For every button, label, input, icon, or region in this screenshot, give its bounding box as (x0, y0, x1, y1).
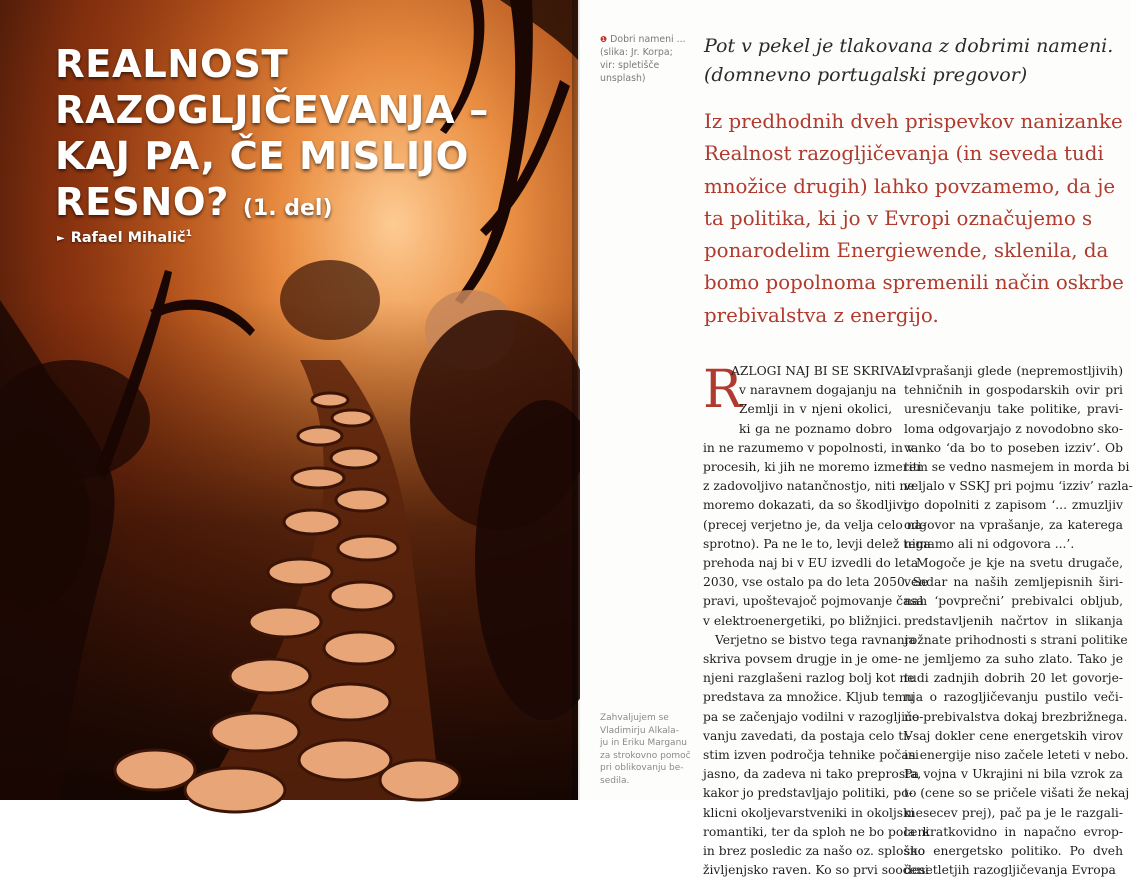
caption-line: Dobri nameni ... (610, 34, 686, 45)
body-text-line: Pa vojna v Ukrajini ni bila vzrok za (904, 767, 1123, 782)
body-text-line: kakor jo predstavljajo politiki, po- (703, 786, 913, 801)
body-text-line: Zemlji in v njeni okolici, (739, 402, 892, 417)
body-text-line: 2030, vse ostalo pa do leta 2050. Se (703, 575, 929, 590)
body-text-line: predstavljenih načrtov in slikanja (904, 613, 1123, 628)
title-line-3: KAJ PA, ČE MISLIJO (55, 134, 469, 179)
title-part: (1. del) (242, 196, 333, 221)
body-text-line: stim izven področja tehnike počasi (703, 748, 919, 763)
body-text-line: tem se vedno nasmejem in morda bi (904, 460, 1130, 475)
author-byline (57, 229, 192, 246)
body-text-line: no prebivalstva dokaj brezbrižnega. (904, 709, 1128, 724)
body-text-line: uresničevanju take politike, pravi- (904, 402, 1123, 417)
body-text-line: sprotno). Pa ne le to, levji delež tega (703, 536, 931, 551)
cover-photo (0, 0, 578, 800)
footnote-line: ju in Eriku Marganu (600, 738, 687, 749)
body-text-line: nimamo ali ni odgovora ...’. (904, 536, 1075, 551)
body-text-line: go dopolniti z zapisom ‘... zmuzljiv (904, 498, 1123, 513)
body-text-line: klicni okoljevarstveniki in okoljski (703, 805, 915, 820)
epigraph-quote: Pot v pekel je tlakovana z dobrimi nameni. (704, 35, 1114, 57)
caption-line: (slika: Jr. Korpa; (600, 47, 673, 58)
footnote-line: za strokovno pomoč (600, 750, 691, 761)
body-text-line: Mogoče je kje na svetu drugače, (916, 556, 1123, 571)
body-text-line: njeni razglašeni razlog bolj kot ne (703, 671, 915, 686)
body-text-line: procesih, ki jih ne moremo izmeriti (703, 460, 922, 475)
arrow-right-icon: ► (57, 232, 65, 244)
title-line-2: RAZOGLJIČEVANJA – (55, 88, 489, 133)
body-text-line: tehničnih in gospodarskih ovir pri (904, 383, 1123, 398)
body-text-line: z vprašanji glede (nepremostljivih) (904, 364, 1123, 378)
body-text-line: skriva povsem drugje in je ome- (703, 652, 902, 667)
body-text-line: pravi, upoštevajoč pojmovanje časa (703, 594, 925, 609)
body-text-line: Verjetno se bistvo tega ravnanja (715, 632, 916, 647)
body-text-line: jasno, da zadeva ni tako preprosta, (703, 767, 922, 782)
body-text-line: moremo dokazati, da so škodljivi (703, 498, 908, 513)
body-column-1 (703, 362, 931, 880)
body-text-line: ki ga ne poznamo dobro (739, 421, 892, 436)
footnote (600, 712, 695, 788)
body-column-2 (904, 362, 1133, 880)
body-text-line: tudi zadnjih dobrih 20 let govorje- (904, 671, 1123, 686)
author-name: Rafael Mihalič (70, 229, 186, 246)
body-text-line: Vsaj dokler cene energetskih virov (904, 728, 1123, 743)
epigraph-source: (domnevno portugalski pregovor) (704, 64, 1028, 86)
article-title (55, 42, 525, 232)
body-text-line: vanko ‘da bo to poseben izziv’. Ob (904, 440, 1123, 455)
footnote-line: Vladimirju Alkala- (600, 725, 679, 736)
epigraph (704, 32, 1124, 90)
body-text-line: in energije niso začele leteti v nebo. (904, 748, 1129, 763)
body-text-line: romantiki, ter da sploh ne bo poceni (703, 824, 930, 839)
body-text-line: v naravnem dogajanju na (739, 383, 897, 398)
footnote-line: sedila. (600, 775, 630, 786)
body-text-line: nah ‘povprečni’ prebivalci obljub, (904, 594, 1123, 609)
body-text-line: nja o razogljičevanju pustilo veči- (904, 690, 1123, 705)
author-footnote-ref: 1 (185, 229, 192, 239)
body-text-line: desetletjih razogljičevanja Evropa (904, 863, 1116, 878)
photo-caption (600, 33, 698, 85)
body-text-line: la kratkovidno in napačno evrop- (904, 824, 1123, 839)
body-text-line: vanju zavedati, da postaja celo ti- (703, 728, 912, 743)
footnote-line: Zahvaljujem se (600, 713, 669, 723)
text-page (580, 0, 1133, 878)
body-text-line: z zadovoljivo natančnostjo, niti ne (703, 479, 915, 494)
caption-line: unsplash) (600, 73, 646, 84)
body-text-line: rožnate prihodnosti s strani politike (904, 632, 1128, 647)
body-text-line: to (cene so se pričele višati že nekaj (904, 786, 1130, 801)
body-text-line: v elektroenergetiki, po bližnjici. (703, 613, 902, 628)
body-text-line: pa se začenjajo vodilni v razogljiče- (703, 709, 924, 724)
title-line-4: RESNO? (55, 180, 229, 225)
caption-line: vir: spletišče (600, 60, 660, 71)
body-text-line: prehoda naj bi v EU izvedli do leta (703, 556, 919, 571)
body-text-line: mesecev prej), pač pa je le razgali- (904, 805, 1123, 820)
body-text-line: vendar na naših zemljepisnih širi- (904, 575, 1123, 590)
body-text-line: AZLOGI NAJ BI SE SKRIVALI (731, 364, 915, 378)
bullet-icon: ❶ (600, 35, 608, 44)
lead-paragraph: Iz predhodnih dveh prispevkov nanizanke Realnost razogljičevanja (in seveda tudi množice drugih) lahko povzamemo, da je ta politika, ki jo v Evropi označujemo s ponarodelim Energiewende, sklenila, da bomo popolnoma spremenili način oskrbe prebivalstva z energijo. (704, 110, 1124, 327)
footnote-line: pri oblikovanju be- (600, 763, 684, 774)
body-text-line: ne jemljemo za suho zlato. Tako je (904, 652, 1123, 667)
body-text-line: loma odgovarjajo z novodobno sko- (904, 421, 1123, 436)
body-text-line: veljalo v SSKJ pri pojmu ‘izziv’ razla- (904, 479, 1133, 494)
body-text-line: odgovor na vprašanje, za katerega (904, 517, 1123, 532)
body-text-line: (precej verjetno je, da velja celo na- (703, 517, 927, 532)
body-text-line: življenjsko raven. Ko so prvi soočeni (703, 863, 929, 878)
title-line-1: REALNOST (55, 42, 289, 87)
body-text-line: in ne razumemo v popolnosti, in v (703, 440, 914, 455)
body-text-line: in brez posledic za našo oz. splošno (703, 844, 926, 859)
drop-cap: R (703, 360, 743, 420)
body-text-line: sko energetsko politiko. Po dveh (904, 844, 1123, 859)
body-text-line: predstava za množice. Kljub temu (703, 690, 915, 705)
